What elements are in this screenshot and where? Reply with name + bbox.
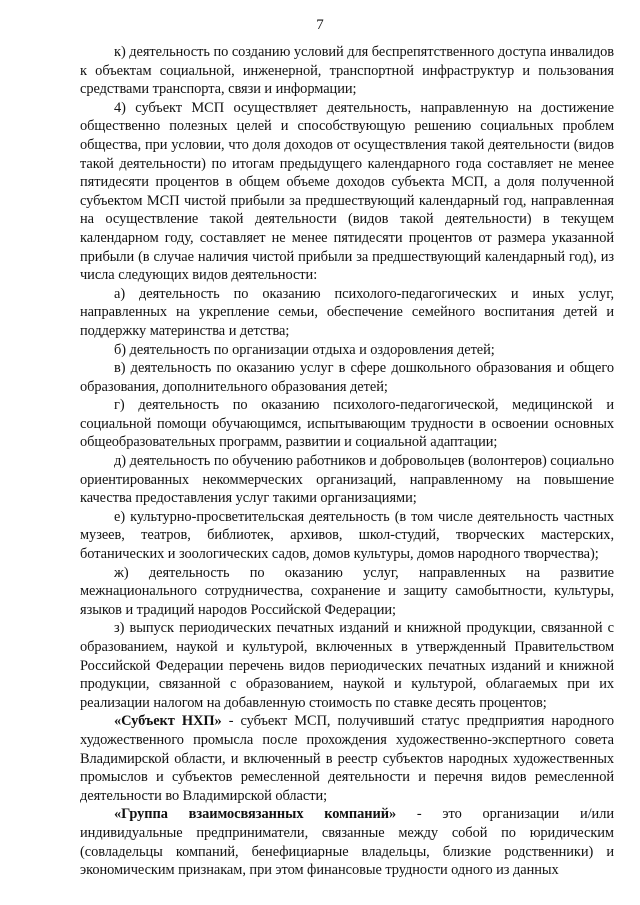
paragraph-item-zh [80, 564, 614, 620]
paragraph-item-b [80, 341, 614, 360]
paragraph-item-d [80, 452, 614, 508]
paragraph-item-a [80, 285, 614, 341]
paragraph-text: д) деятельность по обучению работников и добровольцев (волонтеров) социально ориентированных некоммерческих организаций, направленному на повышение качества предоставления услуг такими организациями; [80, 453, 614, 507]
definition-text: - субъект МСП, получивший статус предприятия народного художественного промысла после прохождения художественно-экспертного совета Владимирской области, и включенный в реестр субъектов народных художественных промыслов и субъектов ремесленной деятельности и перечня видов ремесленной деятельности во Владимирской области; [80, 713, 614, 804]
defined-term: «Группа взаимосвязанных компаний» [114, 806, 397, 823]
paragraph-text: г) деятельность по оказанию психолого-педагогической, медицинской и социальной помощи обучающимся, испытывающим трудности в освоении основных общеобразовательных программ, развитии и социальной адаптации; [80, 397, 614, 451]
paragraph-text: к) деятельность по созданию условий для беспрепятственного доступа инвалидов к объектам социальной, инженерной, транспортной инфраструктур и пользования средствами транспорта, связи и информации; [80, 44, 614, 98]
paragraph-text: б) деятельность по организации отдыха и оздоровления детей; [114, 341, 495, 358]
paragraph-text: з) выпуск периодических печатных изданий и книжной продукции, связанной с образованием, наукой и культурой, включенных в утвержденный Правительством Российской Федерации перечень видов периодических печатных изданий и книжной продукции, связанной с образованием, наукой и культурой, облагаемых при их реализации налогом на добавленную стоимость по ставке десять процентов; [80, 620, 614, 711]
paragraph-item-k [80, 43, 614, 99]
paragraph-text: ж) деятельность по оказанию услуг, направленных на развитие межнационального сотрудничества, сохранение и защиту самобытности, культуры, языков и традиций народов Российской Федерации; [80, 564, 614, 618]
paragraph-item-g [80, 396, 614, 452]
definition-group-companies [80, 805, 614, 879]
paragraph-item-e [80, 508, 614, 564]
document-body [80, 43, 614, 880]
paragraph-text: е) культурно-просветительская деятельность (в том числе деятельность частных музеев, театров, библиотек, архивов, школ-студий, творческих мастерских, ботанических и зоологических садов, домов культуры, домов народного творчества); [80, 508, 614, 563]
defined-term: «Субъект НХП» [114, 713, 222, 730]
page-number: 7 [316, 17, 324, 33]
definition-subject-nhp [80, 712, 614, 805]
paragraph-item-v [80, 359, 614, 396]
definition-text: - это организации и/или индивидуальные предприниматели, связанные между собой по юридическим (совладельцы компаний, бенефициарные владельцы, близкие родственники) и экономическим признакам, при этом финансовые трудности одного из данных [80, 806, 614, 879]
paragraph-text: 4) субъект МСП осуществляет деятельность, направленную на достижение общественно полезных целей и способствующую решению социальных проблем общества, при условии, что доля доходов от осуществления такой деятельности (видов такой деятельности) по итогам предыдущего календарного года составляет не менее пятидесяти процентов в общем объеме доходов субъекта МСП, а доля полученной субъектом МСП чистой прибыли за предшествующий календарный год, направленная на осуществление такой деятельности (видов такой деятельности) в текущем календарном году, составляет не менее пятидесяти процентов от размера указанной прибыли (в случае наличия чистой прибыли за предшествующий календарный год), из числа следующих видов деятельности: [80, 99, 614, 284]
paragraph-text: в) деятельность по оказанию услуг в сфере дошкольного образования и общего образования, дополнительного образования детей; [80, 360, 614, 395]
paragraph-criterion-4 [80, 99, 614, 285]
paragraph-text: а) деятельность по оказанию психолого-педагогических и иных услуг, направленных на укрепление семьи, обеспечение семейного воспитания детей и поддержку материнства и детства; [80, 285, 614, 339]
paragraph-item-z [80, 619, 614, 712]
